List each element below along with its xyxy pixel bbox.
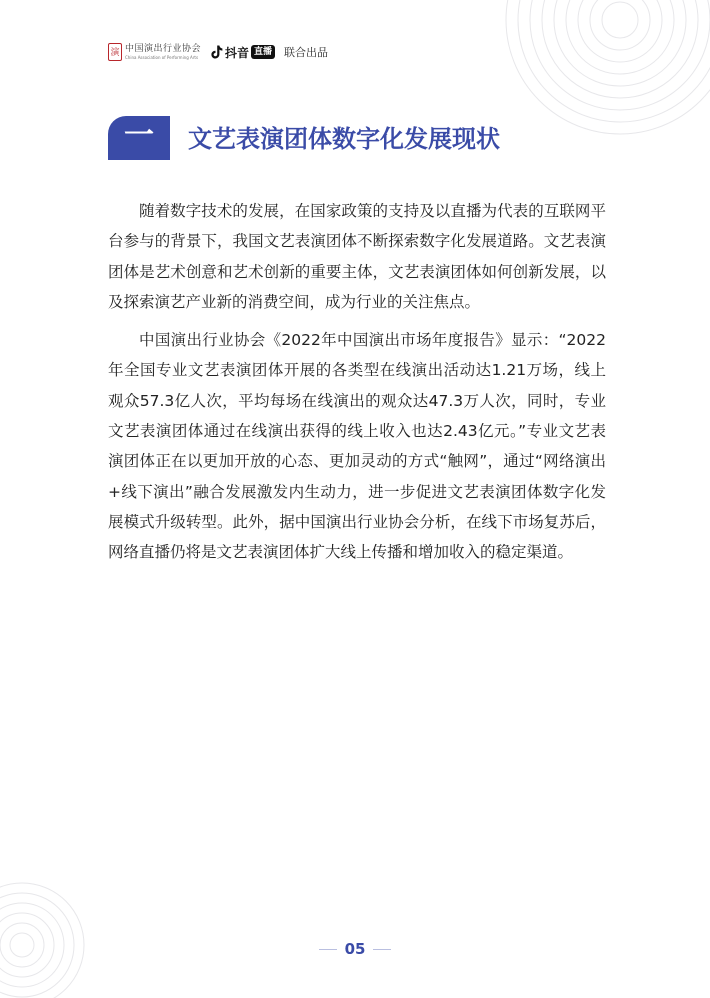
- decorative-rings-top-right: [480, 0, 710, 140]
- page-footer: [0, 940, 710, 958]
- paragraph-2: 中国演出行业协会《2022年中国演出市场年度报告》显示：“2022年全国专业文艺表演团体开展的各类型在线演出活动达1.21万场，线上观众57.3亿人次，平均每场在线演出的观众达47.3万人次，同时，专业文艺表演团体通过在线演出获得的线上收入也达2.43亿元。”专业文艺表演团体正在以更加开放的心态、更加灵动的方式“触网”，通过“网络演出+线下演出”融合发展激发内生动力，进一步促进文艺表演团体数字化发展模式升级转型。此外，据中国演出行业协会分析，在线下市场复苏后，网络直播仍将是文艺表演团体扩大线上传播和增加收入的稳定渠道。: [108, 331, 606, 562]
- joint-production-label: 联合出品: [284, 46, 329, 59]
- section-number: 一: [124, 118, 154, 153]
- section-title: 文艺表演团体数字化发展现状: [188, 125, 500, 153]
- platform-logo: [211, 44, 275, 61]
- paragraph-1: 随着数字技术的发展，在国家政策的支持及以直播为代表的互联网平台参与的背景下，我国文艺表演团体不断探索数字化发展道路。文艺表演团体是艺术创意和艺术创新的重要主体，文艺表演团体如何创新发展，以及探索演艺产业新的消费空间，成为行业的关注焦点。: [108, 202, 606, 311]
- article-body: [108, 196, 606, 576]
- association-name: 中国演出行业协会: [125, 43, 202, 54]
- seal-char: 演: [110, 48, 120, 58]
- platform-name: 抖音: [225, 45, 250, 60]
- association-logo: [125, 45, 201, 60]
- association-name-en: China Association of Performing Arts: [125, 54, 199, 60]
- page-header: [108, 40, 328, 64]
- page-number: 05: [344, 940, 366, 958]
- footer-rule-left: [319, 949, 337, 950]
- association-seal-icon: [108, 43, 122, 61]
- section-number-badge: [108, 116, 170, 160]
- live-badge: 直播: [251, 45, 275, 59]
- tiktok-note-icon: [211, 45, 223, 59]
- decorative-rings-bottom-left: [0, 870, 110, 998]
- footer-rule-right: [373, 949, 391, 950]
